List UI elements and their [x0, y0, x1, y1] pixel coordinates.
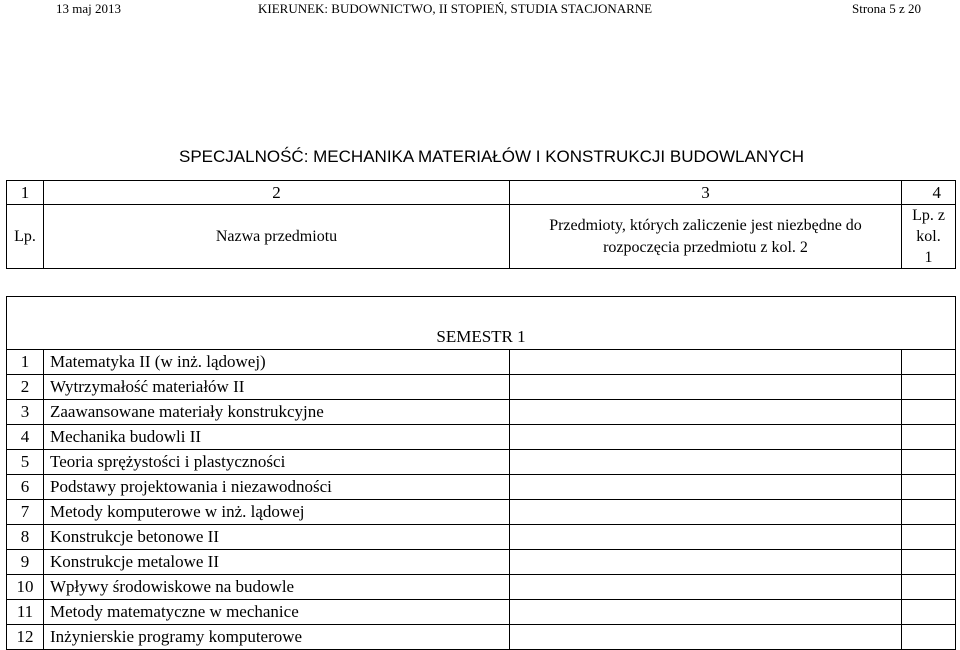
row-reference: [902, 475, 956, 500]
page-header: [0, 0, 960, 18]
row-reference: [902, 400, 956, 425]
column-label-prerequisites: Przedmioty, których zaliczenie jest niezbędne do rozpoczęcia przedmiotu z kol. 2: [510, 205, 902, 269]
column-header-table: [6, 180, 956, 269]
row-lp: 6: [7, 475, 44, 500]
row-prerequisites: [510, 550, 902, 575]
column-number-3: 3: [510, 181, 902, 205]
row-prerequisites: [510, 600, 902, 625]
column-number-2: 2: [44, 181, 510, 205]
row-lp: 9: [7, 550, 44, 575]
column-number-row: [7, 181, 956, 205]
table-row: [7, 400, 956, 425]
row-lp: 3: [7, 400, 44, 425]
table-row: [7, 450, 956, 475]
row-lp: 5: [7, 450, 44, 475]
row-subject-name: Konstrukcje betonowe II: [44, 525, 510, 550]
row-lp: 7: [7, 500, 44, 525]
row-subject-name: Mechanika budowli II: [44, 425, 510, 450]
column-label-reference-line1: Lp. z: [912, 207, 945, 224]
row-prerequisites: [510, 525, 902, 550]
column-label-reference-line2: kol.: [916, 228, 941, 245]
row-reference: [902, 375, 956, 400]
table-row: [7, 350, 956, 375]
header-page-number: Strona 5 z 20: [852, 1, 921, 16]
table-row: [7, 425, 956, 450]
row-reference: [902, 550, 956, 575]
table-row: [7, 550, 956, 575]
row-reference: [902, 525, 956, 550]
row-subject-name: Konstrukcje metalowe II: [44, 550, 510, 575]
row-reference: [902, 600, 956, 625]
row-subject-name: Teoria sprężystości i plastyczności: [44, 450, 510, 475]
semester-table: [6, 296, 956, 650]
row-prerequisites: [510, 425, 902, 450]
header-title: KIERUNEK: BUDOWNICTWO, II STOPIEŃ, STUDIA STACJONARNE: [258, 1, 653, 16]
row-reference: [902, 500, 956, 525]
row-subject-name: Matematyka II (w inż. lądowej): [44, 350, 510, 375]
table-row: [7, 500, 956, 525]
semester-heading-row: [7, 297, 956, 350]
column-label-subject-name: Nazwa przedmiotu: [44, 205, 510, 269]
row-subject-name: Metody matematyczne w mechanice: [44, 600, 510, 625]
row-prerequisites: [510, 375, 902, 400]
row-lp: 8: [7, 525, 44, 550]
row-prerequisites: [510, 575, 902, 600]
row-subject-name: Wytrzymałość materiałów II: [44, 375, 510, 400]
row-prerequisites: [510, 500, 902, 525]
table-row: [7, 475, 956, 500]
row-subject-name: Inżynierskie programy komputerowe: [44, 625, 510, 650]
row-prerequisites: [510, 450, 902, 475]
row-subject-name: Wpływy środowiskowe na budowle: [44, 575, 510, 600]
row-lp: 10: [7, 575, 44, 600]
row-subject-name: Podstawy projektowania i niezawodności: [44, 475, 510, 500]
row-reference: [902, 575, 956, 600]
specialization-title: SPECJALNOŚĆ: MECHANIKA MATERIAŁÓW I KONSTRUKCJI BUDOWLANYCH: [179, 147, 804, 166]
row-lp: 11: [7, 600, 44, 625]
column-label-row: [7, 205, 956, 269]
semester-heading: SEMESTR 1: [7, 297, 956, 350]
row-prerequisites: [510, 350, 902, 375]
table-row: [7, 525, 956, 550]
semester-rows: [7, 350, 956, 650]
row-reference: [902, 450, 956, 475]
row-lp: 12: [7, 625, 44, 650]
row-prerequisites: [510, 475, 902, 500]
table-row: [7, 600, 956, 625]
row-lp: 4: [7, 425, 44, 450]
row-reference: [902, 425, 956, 450]
row-lp: 1: [7, 350, 44, 375]
row-reference: [902, 350, 956, 375]
column-number-1: 1: [7, 181, 44, 205]
row-lp: 2: [7, 375, 44, 400]
table-row: [7, 575, 956, 600]
column-label-reference: [902, 205, 956, 269]
column-label-lp: Lp.: [7, 205, 44, 269]
column-number-4: 4: [902, 181, 956, 205]
row-subject-name: Metody komputerowe w inż. lądowej: [44, 500, 510, 525]
header-date: 13 maj 2013: [56, 1, 121, 16]
row-prerequisites: [510, 400, 902, 425]
table-row: [7, 375, 956, 400]
column-label-reference-line3: 1: [924, 249, 933, 266]
row-subject-name: Zaawansowane materiały konstrukcyjne: [44, 400, 510, 425]
